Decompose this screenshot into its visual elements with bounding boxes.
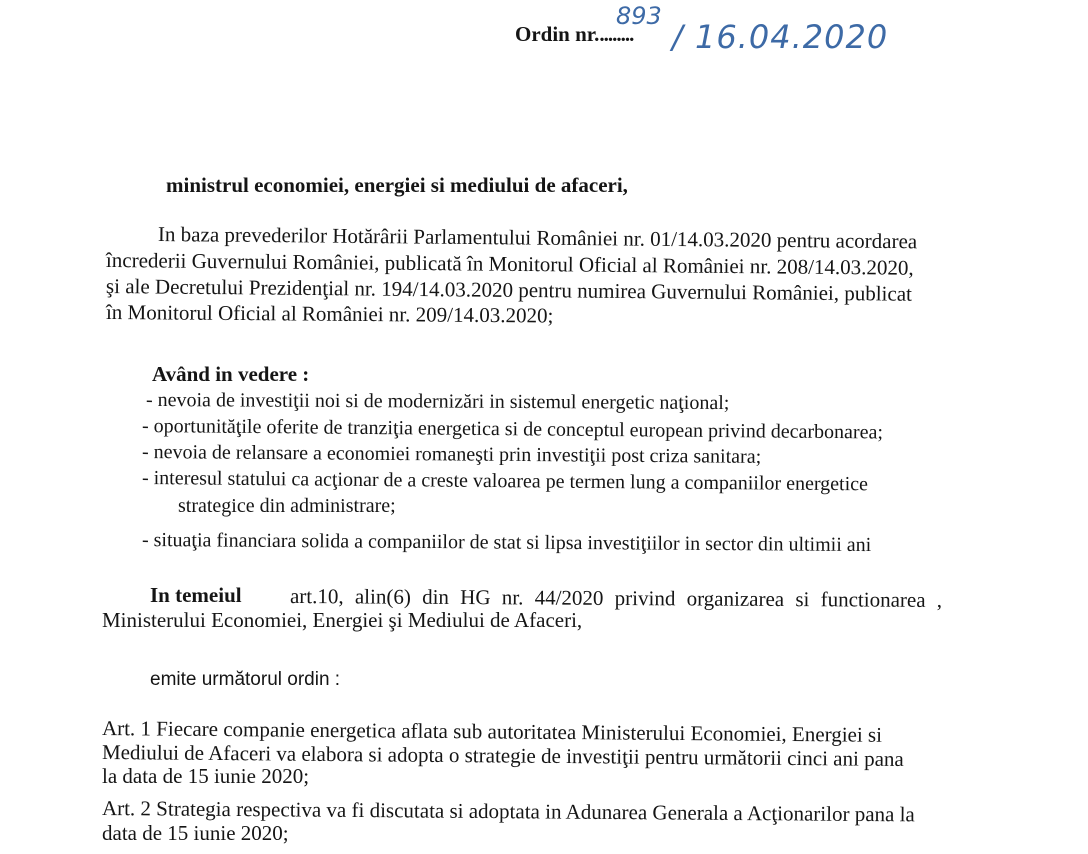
considerations-heading: Având in vedere : (152, 362, 310, 386)
consideration-item: - oportunităţile oferite de tranziţia energetica si de conceptul european privind decarbonarea; (141, 415, 884, 444)
consideration-item: - interesul statului ca acţionar de a creste valoarea pe termen lung a companiilor energetice (141, 467, 869, 496)
consideration-item: - nevoia de investiţii noi si de modernizări in sistemul energetic naţional; (145, 389, 730, 415)
article-line: Art. 2 Strategia respectiva va fi discutata si adoptata in Adunarea Generala a Acţionarilor pana la (101, 796, 915, 827)
dotted-line: ........ (599, 22, 634, 46)
temei-text: art.10, alin(6) din HG nr. 44/2020 privind organizarea si functionarea , (289, 584, 943, 612)
article-line: data de 15 iunie 2020; (102, 821, 289, 845)
minister-title: ministrul economiei, energiei si mediului de afaceri, (166, 173, 628, 197)
preamble-line: în Monitorul Oficial al României nr. 209/14.03.2020; (105, 300, 554, 328)
article-line: la data de 15 iunie 2020; (102, 764, 310, 788)
temei-label: In temeiul (150, 583, 242, 607)
handwritten-date: / 16.04.2020 (672, 18, 889, 56)
preamble-line: şi ale Decretului Prezidenţial nr. 194/14.03.2020 pentru numirea Guvernului României, publicat (105, 274, 913, 306)
handwritten-number: 893 (616, 2, 662, 30)
preamble-line: In baza prevederilor Hotărârii Parlamentului României nr. 01/14.03.2020 pentru acordarea (157, 222, 918, 254)
emite-line: emite următorul ordin : (150, 669, 341, 690)
article-line: Art. 1 Fiecare companie energetica aflata sub autoritatea Ministerului Economiei, Energiei si (101, 716, 883, 747)
ordin-label-text: Ordin nr. (515, 22, 600, 46)
preamble-line: încrederii Guvernului României, publicată în Monitorul Oficial al României nr. 208/14.03.2020, (105, 248, 914, 280)
consideration-item: - situaţia financiara solida a companiilor de stat si lipsa investiţiilor in sector din ultimii ani (141, 529, 872, 557)
consideration-item-continuation: strategice din administrare; (178, 495, 396, 517)
consideration-item: - nevoia de relansare a economiei romaneşti prin investiţii post criza sanitara; (141, 441, 762, 468)
article-line: Mediului de Afaceri va elabora si adopta o strategie de investiţii pentru următorii cinci ani pana (101, 740, 904, 771)
temei-text-continuation: Ministerului Economiei, Energiei şi Mediului de Afaceri, (102, 608, 583, 632)
